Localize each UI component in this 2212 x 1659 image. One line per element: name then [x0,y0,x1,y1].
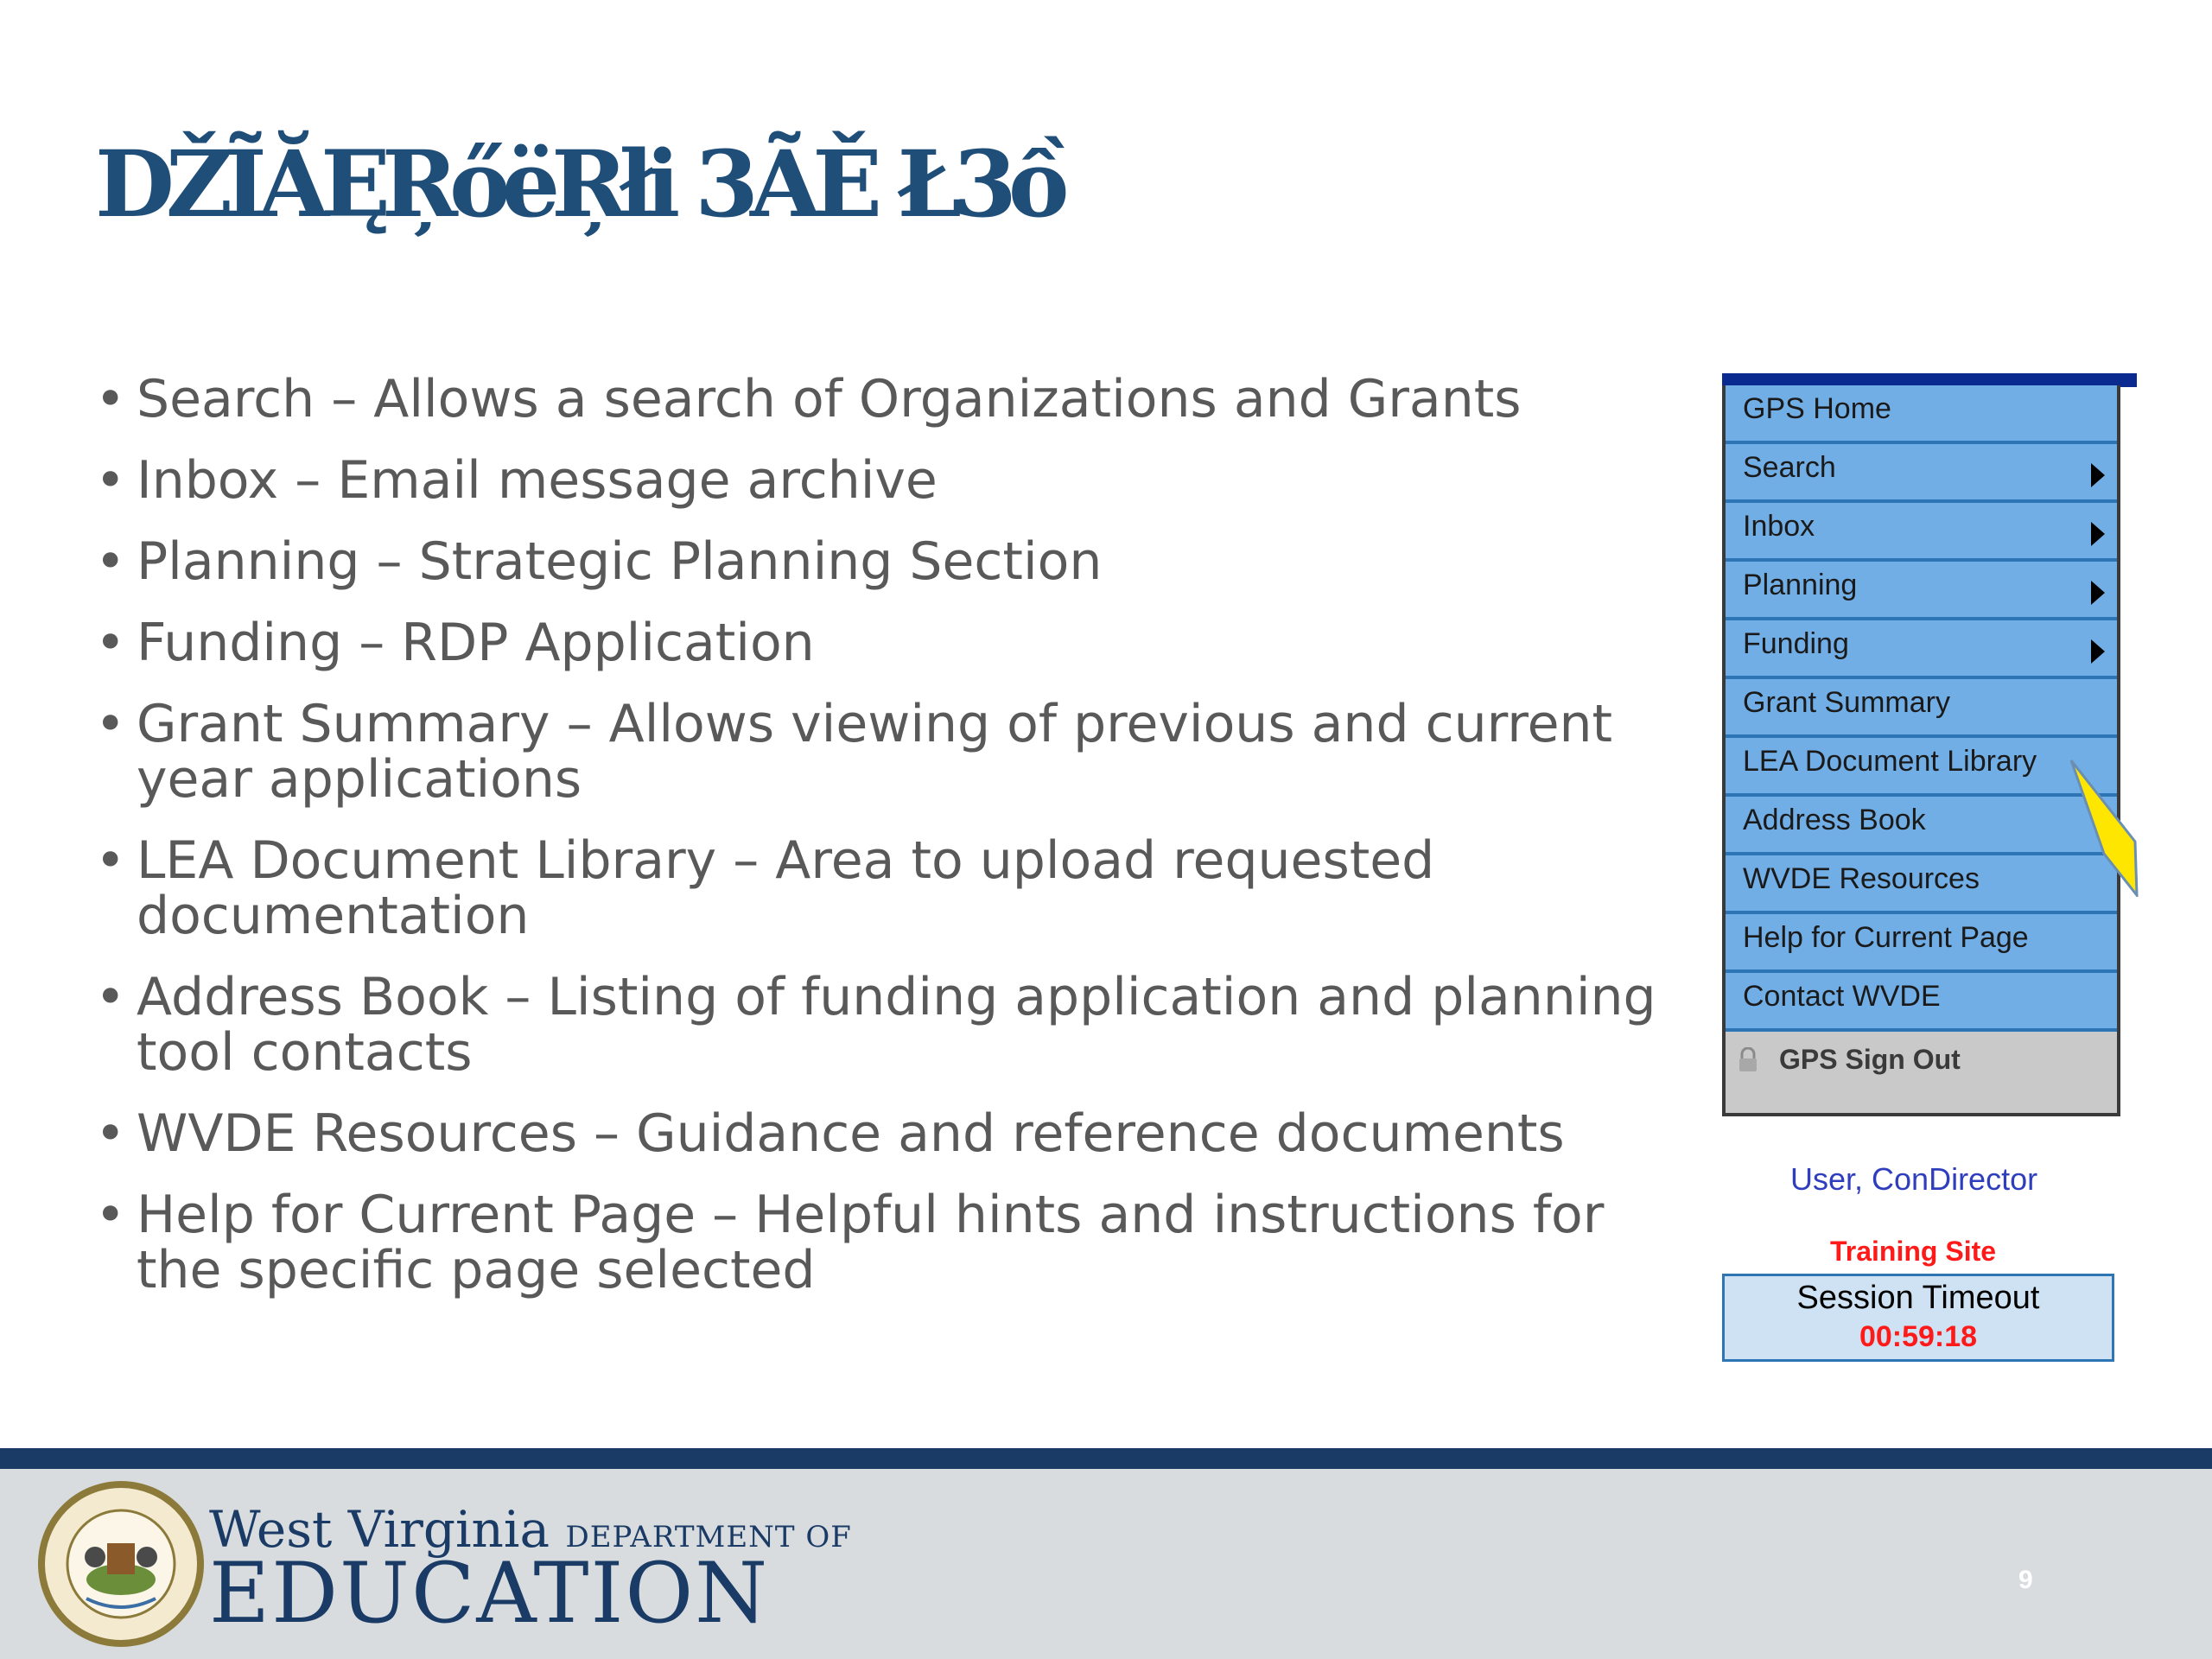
callout-pointer-icon [2069,759,2139,897]
bullet-help-current-page: • Help for Current Page – Helpful hints and instructions for the specific page selected [95,1185,1605,1300]
menu-item-lea-document-library[interactable]: LEA Document Library [1726,738,2117,797]
bullet-dot: • [95,531,126,592]
menu-item-grant-summary[interactable]: Grant Summary [1726,679,2117,738]
submenu-arrow-icon [2091,463,2105,487]
menu-item-gps-home[interactable]: GPS Home [1726,385,2117,444]
user-link[interactable]: User, ConDirector [1790,1161,2038,1197]
submenu-arrow-icon [2091,639,2105,664]
brand-line-2: EDUCATION [209,1545,770,1642]
menu-panel [1722,385,2120,1116]
menu-item-funding[interactable]: Funding [1726,620,2117,679]
bullet-dot: • [95,450,126,511]
bullet-dot: • [95,1103,126,1164]
menu-item-inbox[interactable]: Inbox [1726,503,2117,562]
bullet-search: • Search – Allows a search of Organizations and Grants [95,369,1522,429]
menu-item-planning[interactable]: Planning [1726,562,2117,620]
submenu-arrow-icon [2091,581,2105,605]
bullet-grant-summary: • Grant Summary – Allows viewing of previous and current year applications [95,694,1613,810]
session-timeout-box [1722,1274,2114,1362]
submenu-arrow-icon [2091,522,2105,546]
bullet-funding: • Funding – RDP Application [95,613,815,673]
bullet-list [86,369,1668,1324]
bullet-dot: • [95,369,126,429]
bullet-inbox: • Inbox – Email message archive [95,450,938,511]
session-timeout-value: 00:59:18 [1859,1320,1978,1353]
footer-divider [0,1448,2212,1469]
brand-line-1: West Virginia DEPARTMENT OF [209,1500,852,1559]
bullet-lea-document-library: • LEA Document Library – Area to upload requested documentation [95,830,1435,946]
bullet-dot: • [95,613,126,673]
bullet-wvde-resources: • WVDE Resources – Guidance and reference documents [95,1103,1565,1164]
menu-item-search[interactable]: Search [1726,444,2117,503]
bullet-dot: • [95,1185,126,1245]
menu-item-contact-wvde[interactable]: Contact WVDE [1726,973,2117,1032]
menu-item-help-current-page[interactable]: Help for Current Page [1726,914,2117,973]
bullet-dot: • [95,830,126,891]
training-site-label: Training Site [1830,1236,1997,1267]
menu-item-wvde-resources[interactable]: WVDE Resources [1726,855,2117,914]
lock-icon [1738,1047,1758,1073]
session-timeout-label: Session Timeout [1796,1280,2040,1316]
page-number: 9 [2018,1566,2033,1594]
bullet-dot: • [95,967,126,1027]
gps-sign-out-button[interactable]: GPS Sign Out [1726,1032,2117,1113]
bullet-planning: • Planning – Strategic Planning Section [95,531,1103,592]
state-seal-logo [35,1478,207,1650]
bullet-dot: • [95,694,126,754]
menu-item-address-book[interactable]: Address Book [1726,797,2117,855]
bullet-address-book: • Address Book – Listing of funding application and planning tool contacts [95,967,1656,1083]
slide-title: DŽĨĂĘŖőëŖłi 3ÃĚ Ł3ồ [95,130,1061,238]
